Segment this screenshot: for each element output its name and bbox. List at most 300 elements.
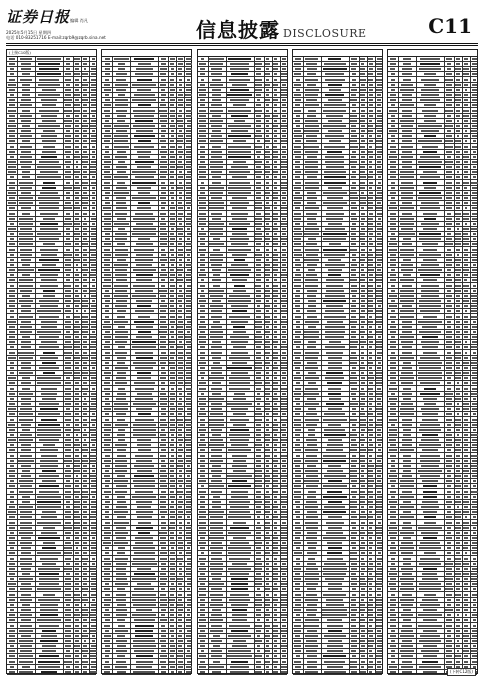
table-cell bbox=[42, 547, 55, 549]
table-cell bbox=[266, 310, 269, 312]
table-cell bbox=[187, 79, 190, 81]
table-cell bbox=[91, 578, 96, 580]
table-cell bbox=[115, 424, 128, 426]
table-cell bbox=[83, 58, 86, 60]
table-cell bbox=[18, 269, 33, 271]
table-cell bbox=[74, 516, 80, 518]
table-cell bbox=[368, 58, 373, 60]
table-cell bbox=[74, 460, 79, 462]
table-cell bbox=[136, 223, 153, 225]
table-cell bbox=[42, 264, 56, 266]
table-cell bbox=[282, 619, 286, 621]
table-cell bbox=[294, 254, 302, 256]
table-cell bbox=[170, 491, 174, 493]
table-cell bbox=[306, 640, 317, 642]
table-cell bbox=[266, 336, 270, 338]
table-cell bbox=[178, 161, 182, 163]
table-cell bbox=[115, 290, 127, 292]
table-cell bbox=[199, 120, 206, 122]
table-cell bbox=[464, 604, 467, 606]
table-cell bbox=[91, 382, 96, 384]
table-cell bbox=[92, 213, 95, 215]
table-cell bbox=[282, 522, 286, 524]
table-cell bbox=[210, 233, 223, 235]
table-cell bbox=[369, 140, 373, 142]
table-cell bbox=[377, 630, 381, 632]
table-cell bbox=[351, 238, 356, 240]
table-cell bbox=[91, 341, 96, 343]
table-cell bbox=[361, 125, 365, 127]
table-cell bbox=[390, 609, 395, 611]
table-cell bbox=[200, 73, 205, 75]
table-cell bbox=[199, 223, 206, 225]
table-cell bbox=[75, 352, 79, 354]
table-cell bbox=[456, 110, 461, 112]
table-cell bbox=[273, 269, 279, 271]
table-cell bbox=[463, 110, 468, 112]
table-cell bbox=[136, 609, 152, 611]
table-cell bbox=[391, 321, 395, 323]
table-cell bbox=[256, 424, 261, 426]
table-cell bbox=[464, 594, 468, 596]
table-cell bbox=[455, 94, 460, 96]
table-cell bbox=[138, 331, 151, 333]
table-cell bbox=[170, 485, 175, 487]
table-cell bbox=[256, 408, 261, 410]
table-cell bbox=[187, 285, 191, 287]
table-cell bbox=[360, 619, 365, 621]
table-cell bbox=[323, 460, 346, 462]
table-cell bbox=[91, 377, 97, 379]
table-cell bbox=[265, 84, 270, 86]
table-cell bbox=[105, 357, 110, 359]
table-cell bbox=[232, 455, 246, 457]
table-cell bbox=[377, 470, 381, 472]
table-cell bbox=[446, 522, 451, 524]
table-cell bbox=[324, 506, 345, 508]
table-cell bbox=[9, 449, 14, 451]
table-cell bbox=[42, 89, 57, 91]
table-cell bbox=[21, 207, 31, 209]
table-cell bbox=[64, 372, 71, 374]
table-cell bbox=[161, 94, 166, 96]
table-cell bbox=[400, 171, 415, 173]
table-cell bbox=[75, 120, 79, 122]
table-cell bbox=[274, 434, 278, 436]
table-cell bbox=[305, 403, 319, 405]
table-cell bbox=[161, 609, 166, 611]
table-cell bbox=[114, 264, 128, 266]
table-cell bbox=[229, 357, 251, 359]
table-cell bbox=[464, 197, 469, 199]
table-cell bbox=[160, 336, 166, 338]
table-cell bbox=[447, 496, 452, 498]
table-cell bbox=[295, 588, 300, 590]
table-cell bbox=[390, 614, 396, 616]
table-cell bbox=[447, 470, 451, 472]
table-cell bbox=[76, 161, 79, 163]
table-cell bbox=[42, 645, 56, 647]
table-cell bbox=[447, 424, 452, 426]
table-cell bbox=[116, 563, 127, 565]
table-cell bbox=[178, 449, 183, 451]
table-cell bbox=[456, 192, 461, 194]
table-cell bbox=[282, 115, 286, 117]
table-cell bbox=[161, 388, 165, 390]
table-cell bbox=[456, 388, 459, 390]
table-cell bbox=[133, 424, 156, 426]
table-cell bbox=[200, 434, 205, 436]
table-cell bbox=[233, 460, 246, 462]
table-cell bbox=[105, 419, 109, 421]
table-cell bbox=[376, 573, 382, 575]
table-cell bbox=[171, 583, 174, 585]
table-cell bbox=[39, 475, 58, 477]
table-cell bbox=[351, 625, 356, 627]
table-cell bbox=[361, 377, 365, 379]
table-cell bbox=[231, 408, 247, 410]
table-cell bbox=[19, 439, 33, 441]
table-cell bbox=[418, 625, 442, 627]
table-cell bbox=[200, 609, 204, 611]
table-cell bbox=[422, 336, 437, 338]
table-cell bbox=[295, 192, 300, 194]
table-cell bbox=[446, 176, 451, 178]
table-cell bbox=[132, 578, 156, 580]
table-cell bbox=[463, 408, 468, 410]
table-cell bbox=[65, 295, 71, 297]
table-cell bbox=[368, 609, 373, 611]
table-cell bbox=[464, 58, 468, 60]
table-cell bbox=[369, 547, 372, 549]
table-cell bbox=[360, 73, 365, 75]
table-cell bbox=[350, 470, 357, 472]
table-cell bbox=[273, 578, 278, 580]
table-cell bbox=[361, 372, 364, 374]
table-cell bbox=[42, 480, 56, 482]
table-cell bbox=[229, 558, 250, 560]
table-cell bbox=[464, 645, 467, 647]
table-cell bbox=[391, 630, 395, 632]
table-cell bbox=[351, 650, 356, 652]
table-cell bbox=[390, 357, 395, 359]
table-cell bbox=[10, 666, 14, 668]
table-cell bbox=[325, 578, 344, 580]
table-cell bbox=[74, 326, 79, 328]
table-cell bbox=[229, 171, 250, 173]
table-cell bbox=[65, 475, 70, 477]
table-cell bbox=[328, 187, 342, 189]
table-cell bbox=[445, 140, 452, 142]
table-cell bbox=[306, 413, 317, 415]
table-cell bbox=[257, 403, 261, 405]
table-cell bbox=[186, 176, 192, 178]
table-cell bbox=[186, 480, 192, 482]
table-cell bbox=[92, 300, 95, 302]
table-cell bbox=[9, 671, 15, 673]
table-cell bbox=[65, 542, 72, 544]
table-cell bbox=[92, 197, 95, 199]
table-cell bbox=[377, 388, 381, 390]
table-cell bbox=[178, 455, 182, 457]
table-cell bbox=[114, 295, 128, 297]
table-cell bbox=[171, 388, 174, 390]
table-cell bbox=[464, 321, 469, 323]
table-cell bbox=[211, 156, 223, 158]
table-cell bbox=[83, 346, 87, 348]
table-cell bbox=[75, 321, 80, 323]
table-cell bbox=[83, 424, 86, 426]
table-cell bbox=[447, 429, 452, 431]
table-cell bbox=[368, 130, 373, 132]
table-cell bbox=[281, 321, 288, 323]
table-cell bbox=[295, 511, 300, 513]
table-cell bbox=[105, 516, 109, 518]
table-cell bbox=[377, 496, 382, 498]
table-cell bbox=[38, 197, 60, 199]
table-cell bbox=[179, 563, 182, 565]
table-cell bbox=[424, 84, 436, 86]
table-cell bbox=[464, 630, 468, 632]
table-cell bbox=[377, 269, 381, 271]
table-cell bbox=[200, 614, 204, 616]
table-cell bbox=[421, 465, 439, 467]
table-cell bbox=[305, 94, 318, 96]
table-cell bbox=[390, 146, 395, 148]
table-cell bbox=[464, 661, 467, 663]
table-cell bbox=[464, 84, 467, 86]
table-cell bbox=[83, 362, 87, 364]
table-cell bbox=[200, 295, 205, 297]
table-cell bbox=[200, 671, 204, 673]
table-cell bbox=[66, 604, 70, 606]
table-cell bbox=[351, 537, 356, 539]
table-cell bbox=[66, 192, 70, 194]
table-row bbox=[198, 670, 287, 675]
table-cell bbox=[307, 295, 316, 297]
table-cell bbox=[19, 506, 33, 508]
table-cell bbox=[403, 388, 411, 390]
table-cell bbox=[90, 475, 96, 477]
table-cell bbox=[294, 568, 301, 570]
table-cell bbox=[295, 166, 300, 168]
table-cell bbox=[105, 377, 110, 379]
table-cell bbox=[230, 666, 248, 668]
table-cell bbox=[390, 362, 396, 364]
table-cell bbox=[8, 171, 16, 173]
table-cell bbox=[455, 563, 460, 565]
table-cell bbox=[90, 614, 96, 616]
table-cell bbox=[41, 532, 57, 534]
table-cell bbox=[256, 552, 261, 554]
table-cell bbox=[200, 439, 205, 441]
table-cell bbox=[74, 94, 79, 96]
table-cell bbox=[447, 68, 451, 70]
table-cell bbox=[117, 619, 125, 621]
table-cell bbox=[177, 578, 183, 580]
table-cell bbox=[376, 89, 383, 91]
table-cell bbox=[10, 434, 15, 436]
table-cell bbox=[456, 130, 461, 132]
table-cell bbox=[350, 341, 358, 343]
table-cell bbox=[325, 377, 344, 379]
table-cell bbox=[92, 465, 96, 467]
table-cell bbox=[115, 630, 128, 632]
table-cell bbox=[377, 115, 382, 117]
table-cell bbox=[104, 614, 110, 616]
table-cell bbox=[170, 207, 175, 209]
table-cell bbox=[390, 444, 395, 446]
table-cell bbox=[160, 552, 167, 554]
table-cell bbox=[74, 501, 79, 503]
table-cell bbox=[360, 650, 365, 652]
table-cell bbox=[274, 522, 278, 524]
table-cell bbox=[326, 115, 343, 117]
table-cell bbox=[389, 305, 396, 307]
page-number: C11 bbox=[428, 14, 472, 38]
table-cell bbox=[91, 73, 96, 75]
table-cell bbox=[368, 254, 373, 256]
table-cell bbox=[456, 465, 461, 467]
table-cell bbox=[324, 254, 345, 256]
table-cell bbox=[361, 645, 365, 647]
table-cell bbox=[282, 249, 285, 251]
table-cell bbox=[170, 316, 175, 318]
table-cell bbox=[376, 295, 382, 297]
table-cell bbox=[186, 89, 192, 91]
table-cell bbox=[389, 666, 397, 668]
table-cell bbox=[281, 207, 286, 209]
table-cell bbox=[472, 135, 476, 137]
table-cell bbox=[83, 573, 87, 575]
table-cell bbox=[361, 218, 365, 220]
table-cell bbox=[377, 213, 382, 215]
table-cell bbox=[296, 547, 300, 549]
table-cell bbox=[40, 285, 57, 287]
table-cell bbox=[351, 218, 357, 220]
table-cell bbox=[91, 295, 95, 297]
table-cell bbox=[83, 485, 87, 487]
table-cell bbox=[446, 625, 451, 627]
table-cell bbox=[74, 470, 80, 472]
table-cell bbox=[82, 650, 87, 652]
table-cell bbox=[105, 99, 110, 101]
table-column bbox=[292, 49, 383, 674]
table-cell bbox=[114, 542, 128, 544]
table-cell bbox=[64, 552, 71, 554]
table-cell bbox=[170, 331, 174, 333]
table-cell bbox=[255, 171, 262, 173]
table-cell bbox=[352, 485, 356, 487]
table-cell bbox=[376, 290, 382, 292]
table-cell bbox=[82, 331, 87, 333]
table-cell bbox=[178, 243, 182, 245]
table-cell bbox=[307, 444, 317, 446]
table-cell bbox=[178, 511, 183, 513]
table-cell bbox=[377, 403, 381, 405]
table-cell bbox=[457, 614, 460, 616]
table-cell bbox=[212, 300, 221, 302]
table-cell bbox=[266, 460, 269, 462]
table-cell bbox=[92, 470, 96, 472]
table-cell bbox=[91, 326, 96, 328]
table-cell bbox=[307, 511, 317, 513]
table-cell bbox=[265, 511, 269, 513]
table-cell bbox=[360, 197, 366, 199]
table-cell bbox=[456, 630, 460, 632]
table-cell bbox=[361, 63, 364, 65]
table-cell bbox=[464, 125, 467, 127]
table-cell bbox=[256, 300, 260, 302]
table-cell bbox=[351, 264, 357, 266]
table-cell bbox=[281, 89, 288, 91]
table-cell bbox=[420, 357, 439, 359]
table-cell bbox=[160, 377, 166, 379]
table-cell bbox=[90, 166, 96, 168]
table-cell bbox=[420, 156, 439, 158]
table-cell bbox=[273, 99, 278, 101]
table-cell bbox=[446, 619, 453, 621]
table-cell bbox=[390, 63, 396, 65]
table-cell bbox=[403, 238, 411, 240]
table-cell bbox=[83, 455, 88, 457]
table-cell bbox=[308, 429, 315, 431]
table-cell bbox=[186, 300, 192, 302]
table-cell bbox=[464, 480, 469, 482]
table-cell bbox=[473, 166, 477, 168]
table-cell bbox=[178, 233, 183, 235]
table-cell bbox=[295, 259, 300, 261]
table-cell bbox=[424, 120, 437, 122]
table-cell bbox=[211, 408, 222, 410]
table-cell bbox=[187, 542, 191, 544]
table-cell bbox=[456, 547, 460, 549]
table-cell bbox=[352, 110, 356, 112]
table-cell bbox=[326, 449, 343, 451]
table-cell bbox=[160, 594, 166, 596]
table-cell bbox=[74, 104, 79, 106]
table-cell bbox=[456, 218, 460, 220]
table-cell bbox=[209, 202, 224, 204]
table-cell bbox=[83, 341, 86, 343]
table-cell bbox=[186, 532, 191, 534]
table-cell bbox=[295, 140, 301, 142]
table-cell bbox=[255, 223, 262, 225]
table-cell bbox=[473, 485, 476, 487]
table-cell bbox=[446, 465, 452, 467]
table-cell bbox=[10, 310, 14, 312]
table-cell bbox=[266, 640, 269, 642]
table-cell bbox=[256, 316, 261, 318]
table-cell bbox=[446, 568, 452, 570]
table-cell bbox=[169, 599, 175, 601]
table-cell bbox=[231, 352, 247, 354]
table-cell bbox=[329, 243, 341, 245]
table-cell bbox=[90, 408, 96, 410]
table-column bbox=[101, 49, 192, 674]
table-cell bbox=[74, 465, 79, 467]
table-cell bbox=[228, 151, 250, 153]
table-cell bbox=[295, 316, 301, 318]
table-cell bbox=[456, 393, 461, 395]
table-cell bbox=[200, 321, 204, 323]
table-cell bbox=[326, 604, 344, 606]
table-cell bbox=[201, 58, 205, 60]
table-cell bbox=[212, 79, 221, 81]
table-cell bbox=[389, 243, 396, 245]
table-cell bbox=[136, 408, 152, 410]
table-cell bbox=[296, 269, 300, 271]
